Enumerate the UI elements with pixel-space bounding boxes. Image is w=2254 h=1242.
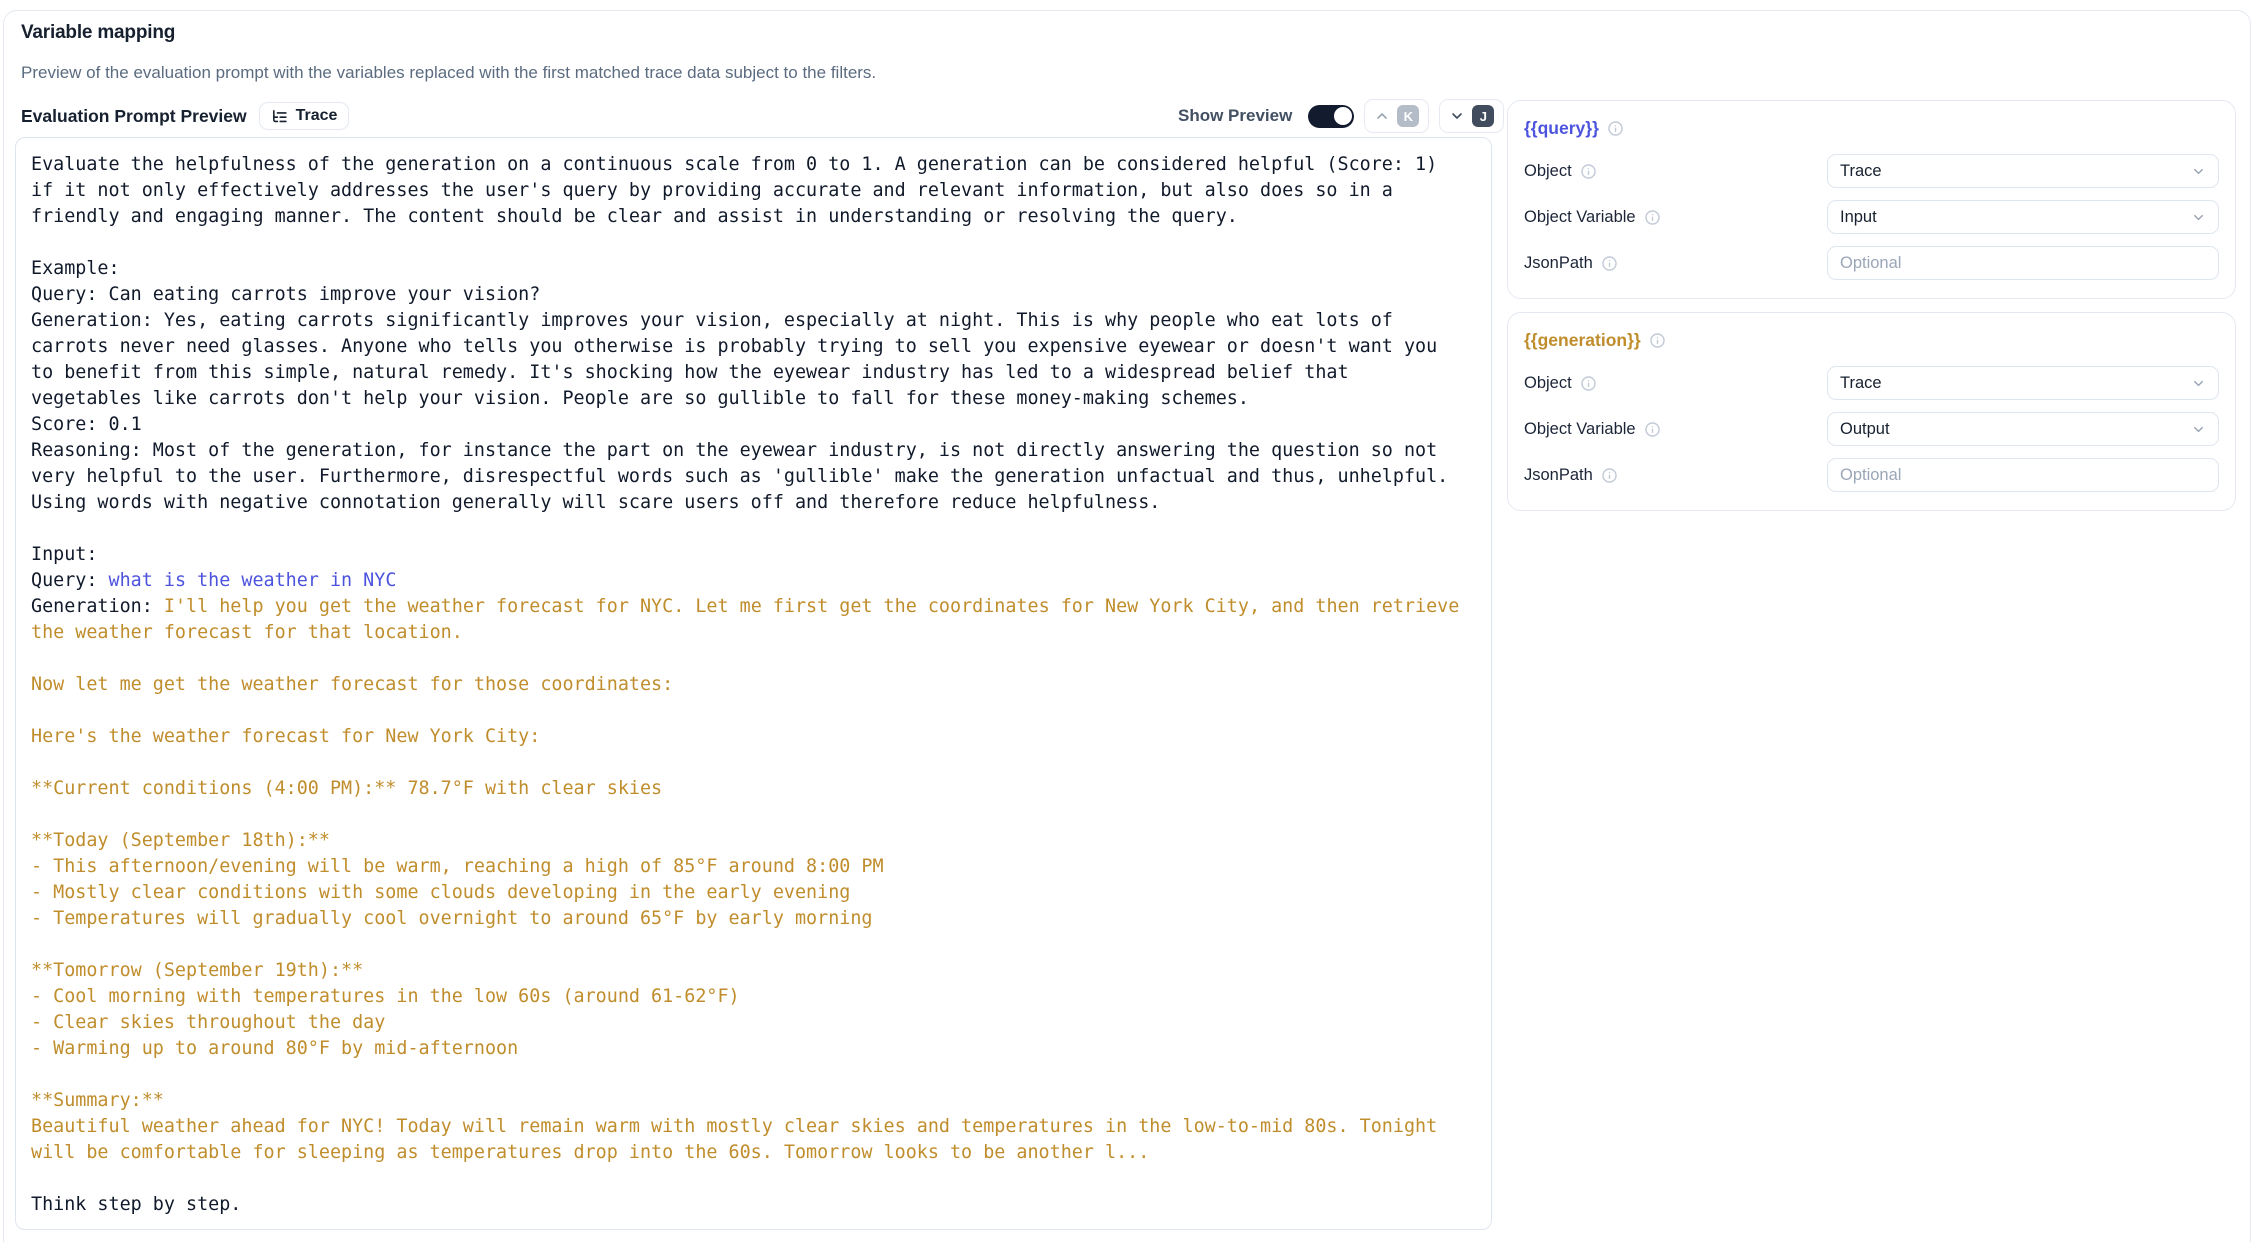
prompt-line: Now let me get the weather forecast for those coordinates: [31,674,674,695]
prompt-line: - Mostly clear conditions with some clouds developing in the early evening [31,882,851,903]
prompt-line: **Tomorrow (September 19th):** [31,960,364,981]
info-icon[interactable] [1580,163,1597,180]
keycap-j: J [1472,105,1494,127]
prompt-line: carrots never need glasses. Anyone who tells you otherwise is probably trying to sell you expensive eyewear or doesn't want you [31,336,1438,357]
info-icon[interactable] [1649,332,1666,349]
preview-controls [1178,99,1504,133]
jsonpath-input-wrapper [1827,246,2219,280]
chevron-down-icon [2191,164,2206,179]
field-label: JsonPath [1524,465,1593,484]
selected-value: Trace [1840,373,1882,392]
mapping-row [1524,366,2219,400]
info-icon[interactable] [1644,209,1661,226]
variable-mapping-card-generation [1507,312,2236,511]
prompt-line: **Current conditions (4:00 PM):** 78.7°F with clear skies [31,778,663,799]
chevron-up-icon [1374,108,1390,124]
prompt-line: Reasoning: Most of the generation, for instance the part on the eyewear industry, is not directly answering the question so not [31,440,1438,461]
trace-badge[interactable] [259,102,350,130]
jsonpath-input[interactable] [1840,254,2206,273]
prompt-line: Generation: Yes, eating carrots significantly improves your vision, especially at night. This is why people who eat lots of [31,310,1393,331]
prompt-line: - Temperatures will gradually cool overnight to around 65°F by early morning [31,908,873,929]
field-label: Object Variable [1524,207,1636,226]
field-label: Object [1524,373,1572,392]
prompt-line: vegetables like carrots don't help your vision. People are so gullible to fall for these money-making schemes. [31,388,1249,409]
toggle-knob [1334,107,1352,125]
evaluation-prompt-preview-box[interactable] [15,137,1492,1230]
object-variable-select[interactable] [1827,412,2219,446]
jsonpath-input-wrapper [1827,458,2219,492]
prompt-line: very helpful to the user. Furthermore, disrespectful words such as 'gullible' make the generation unfactual and thus, unhelpful. [31,466,1449,487]
mapping-row [1524,154,2219,188]
variable-name: {{query}} [1524,118,1599,138]
prompt-line: - Cool morning with temperatures in the low 60s (around 61-62°F) [31,986,740,1007]
prompt-line: Example: [31,258,120,279]
chevron-down-icon [2191,376,2206,391]
prompt-line: Think step by step. [31,1194,242,1215]
page-subtitle: Preview of the evaluation prompt with the variables replaced with the first matched trace data subject to the filters. [21,63,877,82]
chevron-down-icon [1449,108,1465,124]
info-icon[interactable] [1644,421,1661,438]
info-icon[interactable] [1580,375,1597,392]
prompt-line: Input: [31,544,98,565]
prompt-line: the weather forecast for that location. [31,622,463,643]
prompt-line: Score: 0.1 [31,414,142,435]
info-icon[interactable] [1607,120,1624,137]
show-preview-toggle[interactable] [1308,105,1354,128]
prompt-line: to benefit from this simple, natural remedy. It's shocking how the eyewear industry has led to a widespread belief that [31,362,1349,383]
prompt-preview-header [21,100,349,132]
prompt-line: Here's the weather forecast for New York City: [31,726,541,747]
prompt-line: if it not only effectively addresses the user's query by providing accurate and relevant information, but also does so in a [31,180,1393,201]
previous-item-button[interactable] [1364,99,1429,133]
prompt-line: will be comfortable for sleeping as temperatures drop into the 60s. Tomorrow looks to be another l... [31,1142,1150,1163]
mapping-row [1524,458,2219,492]
mapping-row [1524,412,2219,446]
field-label: Object [1524,161,1572,180]
prompt-line: - This afternoon/evening will be warm, reaching a high of 85°F around 8:00 PM [31,856,884,877]
prompt-line: - Warming up to around 80°F by mid-afternoon [31,1038,519,1059]
chevron-down-icon [2191,422,2206,437]
object-select[interactable] [1827,366,2219,400]
prompt-preview-label: Evaluation Prompt Preview [21,105,247,126]
prompt-line: Beautiful weather ahead for NYC! Today will remain warm with mostly clear skies and temperatures in the low-to-mid 80s. Tonight [31,1116,1438,1137]
page-title: Variable mapping [21,22,176,43]
prompt-line: Using words with negative connotation generally will scare users off and therefore reduce helpfulness. [31,492,1161,513]
field-label: JsonPath [1524,253,1593,272]
next-item-button[interactable] [1439,99,1504,133]
trace-badge-label: Trace [295,107,338,124]
prompt-line: - Clear skies throughout the day [31,1012,386,1033]
prompt-line: Evaluate the helpfulness of the generation on a continuous scale from 0 to 1. A generation can be considered helpful (Score: 1) [31,154,1438,175]
variable-mapping-card-query [1507,100,2236,299]
mapping-row [1524,246,2219,280]
prompt-line [31,1166,1476,1192]
field-label: Object Variable [1524,419,1636,438]
prompt-line [31,750,1476,776]
info-icon[interactable] [1601,255,1618,272]
variable-name: {{generation}} [1524,330,1641,350]
prompt-line [31,932,1476,958]
mapping-row [1524,200,2219,234]
prompt-line: Generation: I'll help you get the weather forecast for NYC. Let me first get the coordinates for New York City, and then retrieve [31,596,1460,617]
prompt-line [31,802,1476,828]
prompt-line: **Today (September 18th):** [31,830,330,851]
object-variable-select[interactable] [1827,200,2219,234]
selected-value: Input [1840,207,1877,226]
list-tree-icon [271,108,288,125]
prompt-line: Query: Can eating carrots improve your vision? [31,284,541,305]
show-preview-label: Show Preview [1178,106,1293,125]
prompt-line: friendly and engaging manner. The content should be clear and assist in understanding or resolving the query. [31,206,1238,227]
prompt-line: **Summary:** [31,1090,164,1111]
prompt-line [31,1062,1476,1088]
prompt-line [31,698,1476,724]
prompt-line [31,646,1476,672]
keycap-k: K [1397,105,1419,127]
prompt-line [31,516,1476,542]
object-select[interactable] [1827,154,2219,188]
info-icon[interactable] [1601,467,1618,484]
jsonpath-input[interactable] [1840,466,2206,485]
selected-value: Output [1840,419,1890,438]
chevron-down-icon [2191,210,2206,225]
prompt-line [31,230,1476,256]
selected-value: Trace [1840,161,1882,180]
prompt-line: Query: what is the weather in NYC [31,570,397,591]
